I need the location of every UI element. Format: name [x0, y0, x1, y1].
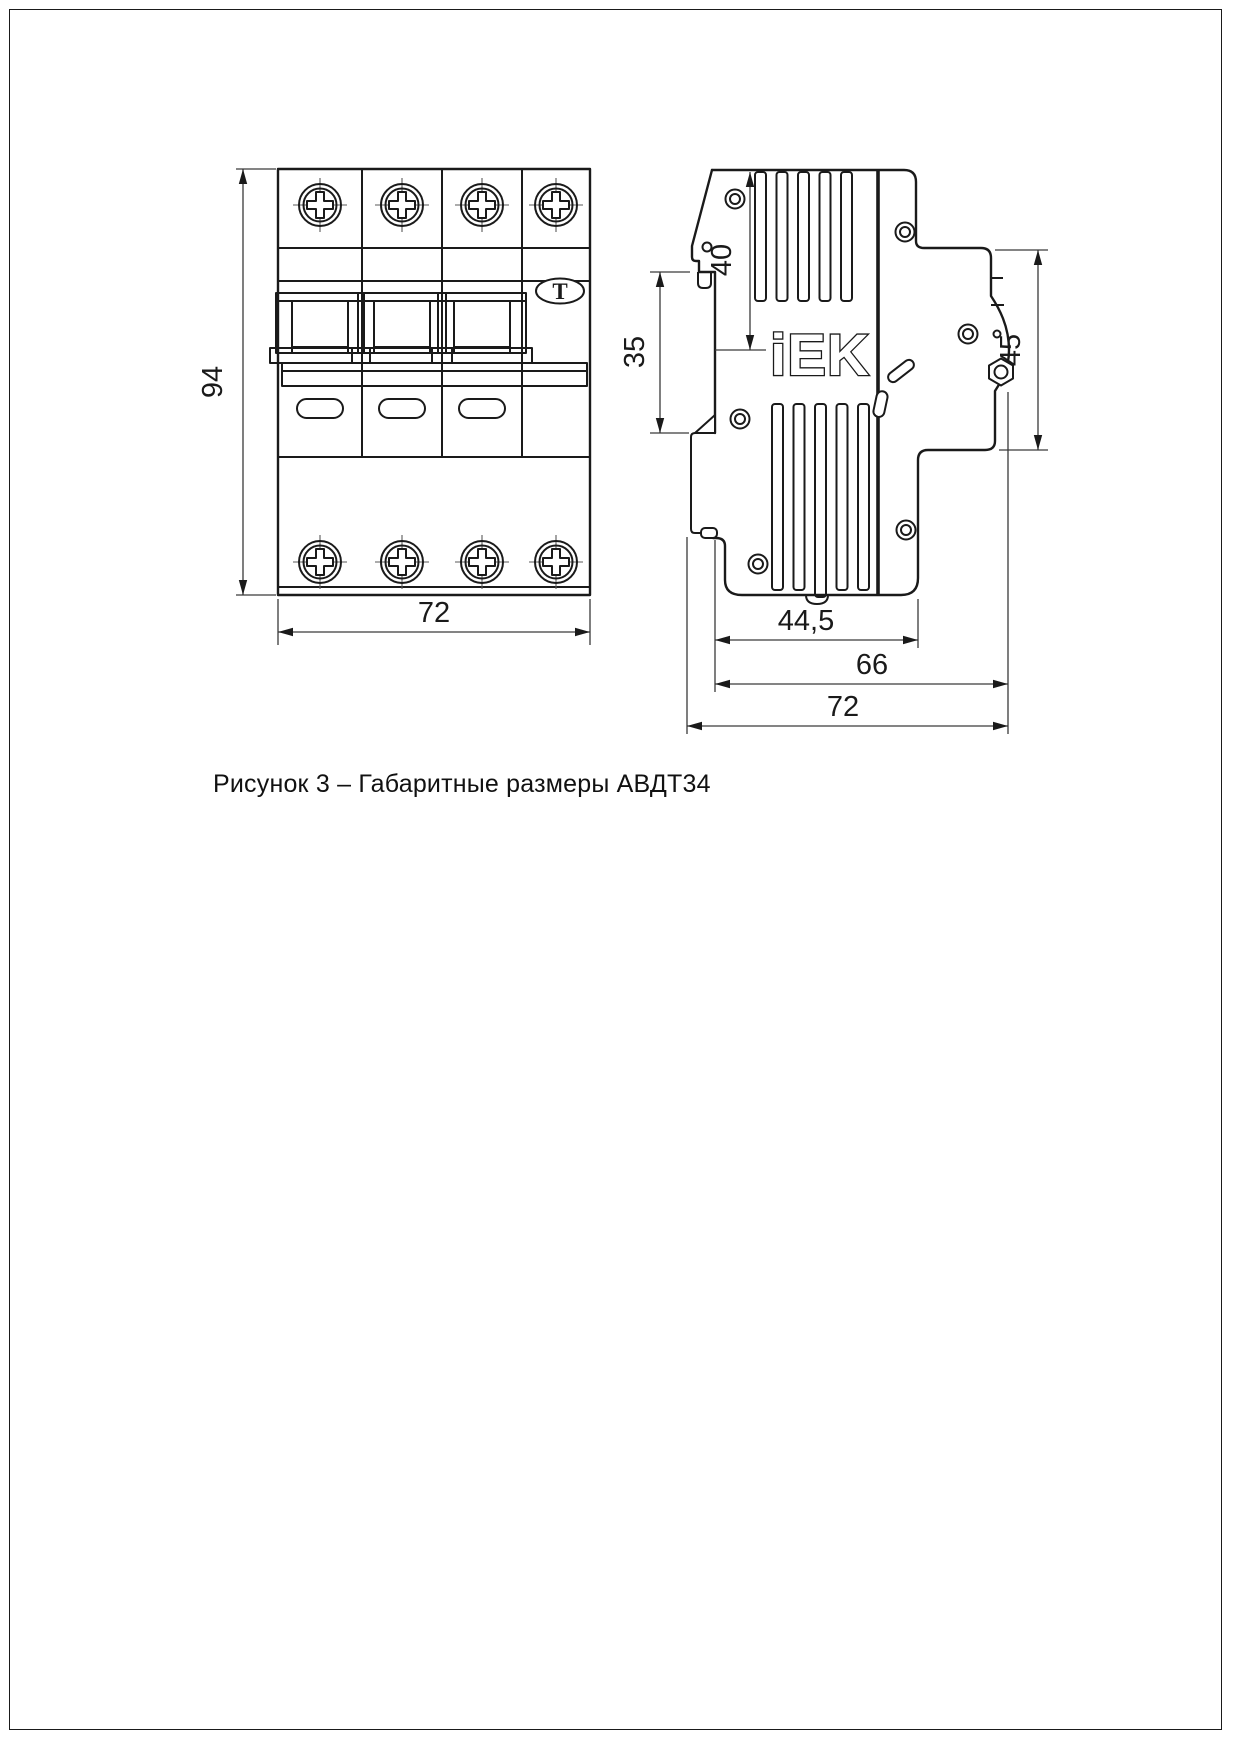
front-view	[270, 169, 590, 595]
brand-logo: iEK	[770, 323, 870, 388]
rivet-icon	[749, 555, 768, 574]
dimension-94	[197, 169, 276, 595]
indicator-window	[379, 399, 425, 418]
screw-icon	[529, 535, 583, 589]
rivet-icon	[726, 190, 745, 209]
toggle-handles	[270, 293, 532, 363]
indicator-window	[297, 399, 343, 418]
screw-icon	[293, 535, 347, 589]
rivet-icon	[896, 223, 915, 242]
dimension-35	[619, 272, 690, 433]
dimension-66	[715, 392, 1008, 734]
dim-label-94: 94	[197, 365, 229, 399]
test-button-label: Т	[552, 279, 568, 304]
figure-caption: Рисунок 3 – Габаритные размеры АВДТ34	[213, 770, 711, 798]
dim-label-40: 40	[706, 243, 738, 277]
rivet-icon	[731, 410, 750, 429]
din-clip	[691, 415, 717, 538]
indicator-window	[459, 399, 505, 418]
screw-icon	[455, 535, 509, 589]
screw-icon	[529, 178, 583, 232]
terminal-screws-top	[293, 178, 583, 232]
dim-label-35: 35	[619, 335, 651, 369]
dim-label-44-5: 44,5	[777, 605, 835, 637]
screw-icon	[293, 178, 347, 232]
dim-label-66: 66	[855, 649, 889, 681]
screw-icon	[375, 178, 429, 232]
dim-label-72-front: 72	[417, 597, 451, 629]
screw-icon	[455, 178, 509, 232]
handle-tie-bar	[282, 363, 587, 386]
side-view	[691, 170, 1013, 604]
rivet-icon	[897, 521, 916, 540]
vent-slots-bottom	[772, 404, 869, 604]
dimension-45	[995, 250, 1048, 450]
dim-label-72-side: 72	[826, 691, 860, 723]
terminal-screws-bottom	[293, 535, 583, 589]
test-button	[536, 279, 584, 305]
vent-slots-top	[755, 172, 852, 301]
screw-icon	[375, 535, 429, 589]
dimension-72-front	[278, 597, 590, 645]
indicator-windows	[297, 399, 505, 418]
dim-label-45: 45	[995, 333, 1027, 367]
rivet-icon	[959, 325, 978, 344]
toggle-handle	[270, 293, 370, 363]
